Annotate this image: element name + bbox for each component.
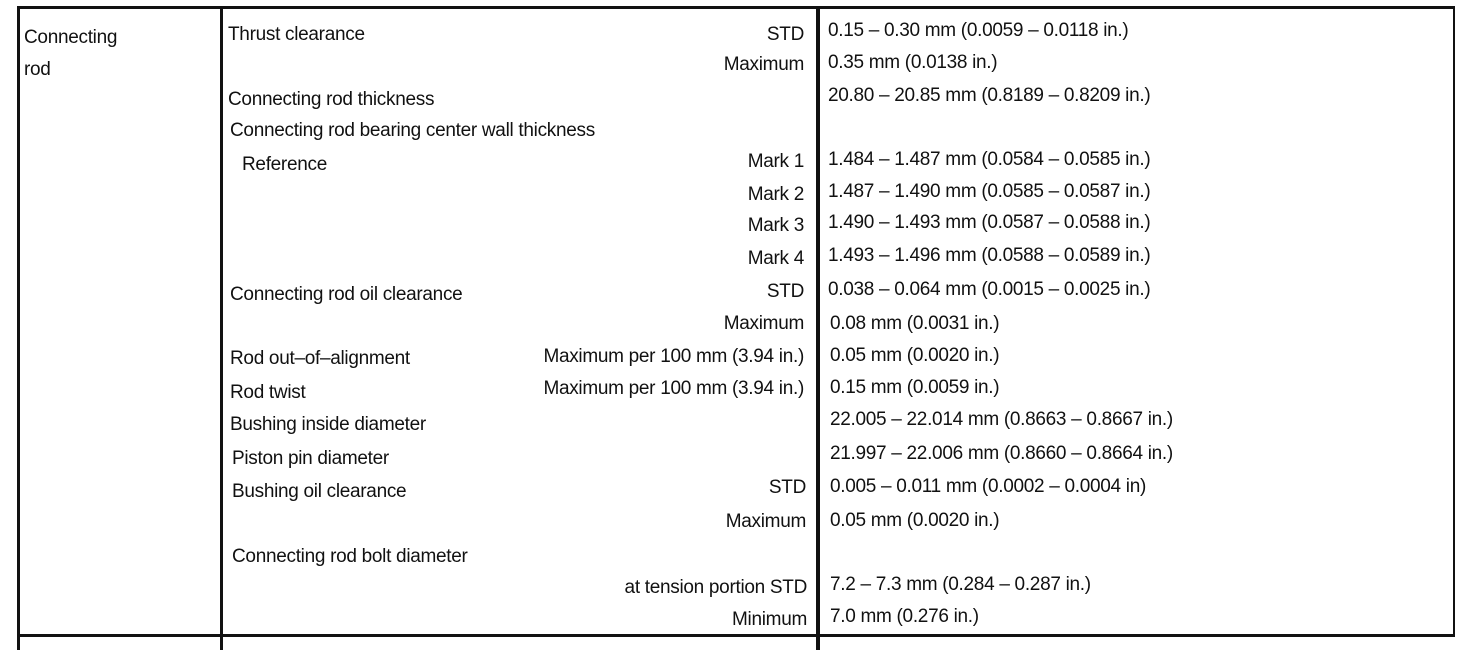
spec-value: 0.05 mm (0.0020 in.) — [830, 510, 1000, 531]
spec-value: 0.005 – 0.011 mm (0.0002 – 0.0004 in) — [830, 476, 1146, 497]
spec-qualifier: STD — [768, 477, 806, 498]
spec-value: 1.487 – 1.490 mm (0.0585 – 0.0587 in.) — [828, 181, 1151, 202]
section-label-line2: rod — [24, 59, 51, 80]
spec-label: Rod out–of–alignment — [230, 348, 410, 369]
section-label-line1: Connecting — [24, 27, 118, 48]
spec-qualifier: Maximum — [723, 54, 804, 75]
spec-label: Rod twist — [230, 382, 306, 403]
spec-qualifier: Mark 3 — [747, 215, 804, 236]
top-border — [17, 6, 1455, 9]
spec-qualifier: Maximum per 100 mm (3.94 in.) — [543, 378, 804, 399]
spec-value: 7.2 – 7.3 mm (0.284 – 0.287 in.) — [830, 574, 1091, 595]
spec-qualifier: Maximum — [725, 511, 806, 532]
left-border — [17, 6, 20, 650]
spec-value: 21.997 – 22.006 mm (0.8660 – 0.8664 in.) — [830, 443, 1173, 464]
spec-value: 1.493 – 1.496 mm (0.0588 – 0.0589 in.) — [828, 245, 1151, 266]
spec-label: Connecting rod thickness — [228, 89, 435, 110]
spec-label: Connecting rod bearing center wall thickness — [230, 120, 595, 141]
spec-value: 0.35 mm (0.0138 in.) — [828, 52, 998, 73]
spec-qualifier: Mark 1 — [747, 151, 804, 172]
spec-label: Bushing inside diameter — [230, 414, 426, 435]
spec-label: Piston pin diameter — [232, 448, 389, 469]
spec-label: Thrust clearance — [228, 24, 365, 45]
right-border — [1453, 6, 1455, 636]
spec-qualifier: STD — [766, 281, 804, 302]
spec-label: Connecting rod oil clearance — [230, 284, 463, 305]
spec-value: 20.80 – 20.85 mm (0.8189 – 0.8209 in.) — [828, 85, 1151, 106]
spec-value: 22.005 – 22.014 mm (0.8663 – 0.8667 in.) — [830, 409, 1173, 430]
spec-value: 0.038 – 0.064 mm (0.0015 – 0.0025 in.) — [828, 279, 1151, 300]
spec-qualifier: Mark 4 — [747, 248, 804, 269]
spec-value: 0.15 – 0.30 mm (0.0059 – 0.0118 in.) — [828, 20, 1129, 41]
spec-qualifier: STD — [766, 24, 804, 45]
spec-value: 0.08 mm (0.0031 in.) — [830, 313, 1000, 334]
spec-qualifier: at tension portion STD — [624, 577, 807, 598]
spec-value: 7.0 mm (0.276 in.) — [830, 606, 979, 627]
spec-value: 0.15 mm (0.0059 in.) — [830, 377, 1000, 398]
spec-value: 0.05 mm (0.0020 in.) — [830, 345, 1000, 366]
spec-qualifier: Mark 2 — [747, 184, 804, 205]
spec-value: 1.490 – 1.493 mm (0.0587 – 0.0588 in.) — [828, 212, 1151, 233]
spec-qualifier: Maximum per 100 mm (3.94 in.) — [543, 346, 804, 367]
section-divider — [220, 6, 223, 650]
spec-label: Connecting rod bolt diameter — [232, 546, 468, 567]
spec-label: Bushing oil clearance — [232, 481, 407, 502]
spec-qualifier: Minimum — [732, 609, 807, 630]
bottom-border — [17, 634, 1455, 637]
spec-value: 1.484 – 1.487 mm (0.0584 – 0.0585 in.) — [828, 149, 1151, 170]
value-divider — [816, 6, 820, 650]
spec-label: Reference — [242, 154, 327, 175]
spec-qualifier: Maximum — [723, 313, 804, 334]
